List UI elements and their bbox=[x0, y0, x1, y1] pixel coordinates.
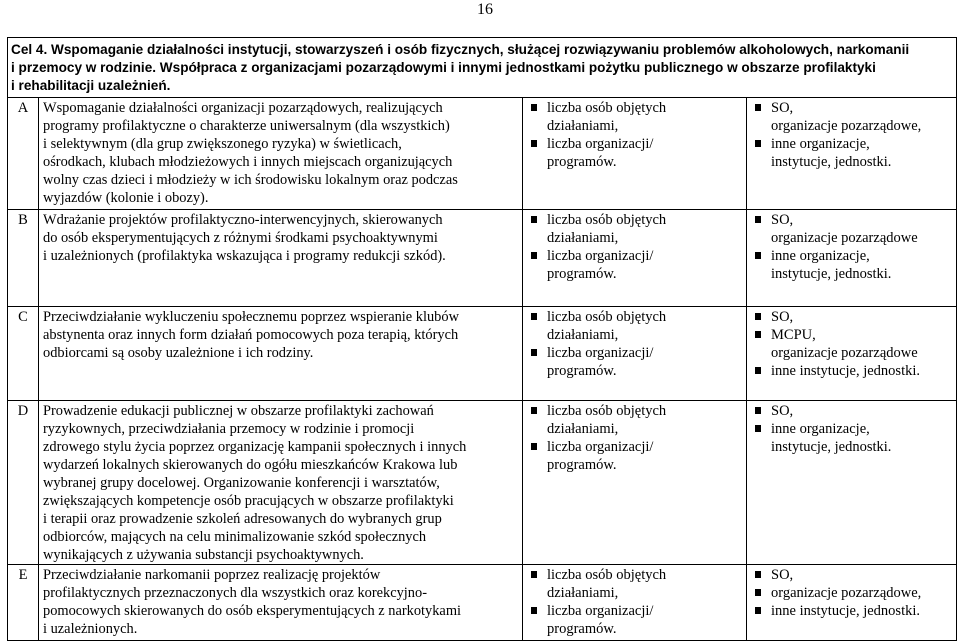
square-bullet-icon bbox=[755, 252, 761, 259]
table-row bbox=[8, 565, 957, 641]
indicator-item bbox=[527, 265, 746, 283]
row-partners bbox=[747, 307, 957, 401]
row-letter: D bbox=[8, 401, 39, 565]
description-line: wybranej grupy docelowej. Organizowanie konferencji i warsztatów, bbox=[43, 475, 440, 491]
row-indicators-list bbox=[527, 308, 746, 380]
indicator-item-text: liczba organizacji/ bbox=[547, 136, 654, 152]
indicator-item bbox=[527, 420, 746, 438]
description-line: zwiększających kompetencje osób pracujących w obszarze profilaktyki bbox=[43, 493, 454, 509]
description-line: abstynenta oraz innych form działań pomocowych poza terapią, których bbox=[43, 327, 459, 343]
partner-item bbox=[751, 117, 956, 135]
indicator-item bbox=[527, 402, 746, 420]
indicator-item-text: liczba organizacji/ bbox=[547, 248, 654, 264]
indicator-item-text: liczba osób objętych bbox=[547, 100, 667, 116]
indicator-item-text: liczba osób objętych bbox=[547, 567, 667, 583]
row-partners bbox=[747, 565, 957, 641]
row-indicators-list bbox=[527, 211, 746, 283]
indicator-item-text: programów. bbox=[547, 266, 617, 282]
indicator-item bbox=[527, 438, 746, 456]
row-letter: E bbox=[8, 565, 39, 641]
square-bullet-icon bbox=[755, 425, 761, 432]
row-partners-list bbox=[751, 99, 956, 171]
description-line: i selektywnym (dla grup zwiększonego ryzyka) w świetlicach, bbox=[43, 136, 402, 152]
indicator-item-text: działaniami, bbox=[547, 230, 619, 246]
partner-item-text: inne organizacje, bbox=[771, 248, 870, 264]
partner-item bbox=[751, 247, 956, 265]
table-row bbox=[8, 401, 957, 565]
square-bullet-icon bbox=[755, 313, 761, 320]
table-row bbox=[8, 98, 957, 210]
indicator-item bbox=[527, 247, 746, 265]
goal-header-line-1: Cel 4. Wspomaganie działalności instytucji, stowarzyszeń i osób fizycznych, służącej rozwiązywaniu problemów alkoholowych, narkomanii bbox=[11, 42, 910, 57]
indicator-item bbox=[527, 308, 746, 326]
goal-table bbox=[7, 37, 957, 641]
indicator-item bbox=[527, 211, 746, 229]
description-line: Wspomaganie działalności organizacji pozarządowych, realizujących bbox=[43, 100, 443, 116]
row-partners-list bbox=[751, 402, 956, 456]
square-bullet-icon bbox=[755, 140, 761, 147]
indicator-item bbox=[527, 602, 746, 620]
goal-header-line-3: i rehabilitacji uzależnień. bbox=[11, 78, 171, 93]
description-line: profilaktycznych przeznaczonych dla wszystkich oraz korekcyjno- bbox=[43, 585, 427, 601]
description-line: Wdrażanie projektów profilaktyczno-interwencyjnych, skierowanych bbox=[43, 212, 443, 228]
description-line: zdrowego stylu życia poprzez organizację kampanii społecznych i innych bbox=[43, 439, 467, 455]
row-letter: B bbox=[8, 210, 39, 307]
description-line: ośrodkach, klubach młodzieżowych i innych miejscach organizujących bbox=[43, 154, 453, 170]
row-indicators-list bbox=[527, 99, 746, 171]
indicator-item bbox=[527, 584, 746, 602]
square-bullet-icon bbox=[531, 607, 537, 614]
square-bullet-icon bbox=[531, 140, 537, 147]
indicator-item bbox=[527, 229, 746, 247]
row-partners bbox=[747, 210, 957, 307]
partner-item bbox=[751, 438, 956, 456]
row-description bbox=[39, 307, 523, 401]
row-description bbox=[39, 565, 523, 641]
description-line: i terapii oraz prowadzenie szkoleń adresowanych do wybranych grup bbox=[43, 511, 442, 527]
square-bullet-icon bbox=[531, 571, 537, 578]
indicator-item bbox=[527, 117, 746, 135]
description-line: ryzykownych, przeciwdziałania przemocy w rodzinie i promocji bbox=[43, 421, 415, 437]
square-bullet-icon bbox=[755, 104, 761, 111]
partner-item bbox=[751, 135, 956, 153]
goal-header bbox=[8, 38, 957, 98]
partner-item-text: SO, bbox=[771, 100, 794, 116]
description-line: programy profilaktyczne o charakterze uniwersalnym (dla wszystkich) bbox=[43, 118, 450, 134]
partner-item-text: organizacje pozarządowe, bbox=[771, 118, 922, 134]
description-line: odbiorcami są osoby uzależnione i ich rodziny. bbox=[43, 345, 314, 361]
indicator-item-text: liczba organizacji/ bbox=[547, 603, 654, 619]
description-line: wyjazdów (kolonie i obozy). bbox=[43, 190, 209, 206]
square-bullet-icon bbox=[531, 313, 537, 320]
row-partners-list bbox=[751, 308, 956, 380]
row-partners-list bbox=[751, 566, 956, 620]
description-line: i uzależnionych. bbox=[43, 621, 138, 637]
description-line: wydarzeń lokalnych skierowanych do ogółu mieszkańców Krakowa lub bbox=[43, 457, 458, 473]
indicator-item bbox=[527, 344, 746, 362]
indicator-item-text: programów. bbox=[547, 363, 617, 379]
row-indicators bbox=[523, 307, 747, 401]
indicator-item-text: liczba osób objętych bbox=[547, 309, 667, 325]
indicator-item-text: programów. bbox=[547, 154, 617, 170]
indicator-item bbox=[527, 326, 746, 344]
description-line: do osób eksperymentujących z różnymi środkami psychoaktywnymi bbox=[43, 230, 438, 246]
indicator-item bbox=[527, 135, 746, 153]
indicator-item-text: programów. bbox=[547, 457, 617, 473]
indicator-item bbox=[527, 362, 746, 380]
square-bullet-icon bbox=[531, 349, 537, 356]
row-indicators-list bbox=[527, 402, 746, 474]
square-bullet-icon bbox=[755, 607, 761, 614]
table-row bbox=[8, 307, 957, 401]
indicator-item-text: programów. bbox=[547, 621, 617, 637]
row-indicators bbox=[523, 210, 747, 307]
page-number: 16 bbox=[477, 1, 493, 18]
row-description bbox=[39, 401, 523, 565]
indicator-item-text: liczba osób objętych bbox=[547, 403, 667, 419]
row-indicators bbox=[523, 565, 747, 641]
partner-item-text: organizacje pozarządowe bbox=[771, 230, 918, 246]
description-line: wolny czas dzieci i młodzieży w ich środowisku lokalnym oraz podczas bbox=[43, 172, 458, 188]
partner-item-text: SO, bbox=[771, 212, 794, 228]
description-line: wynikających z używania substancji psychoaktywnych. bbox=[43, 547, 364, 563]
partner-item-text: instytucje, jednostki. bbox=[771, 266, 892, 282]
partner-item bbox=[751, 344, 956, 362]
partner-item-text: MCPU, bbox=[771, 327, 816, 343]
goal-header-line-2: i przemocy w rodzinie. Współpraca z organizacjami pozarządowymi i innymi jednostkami pożytku publicznego w obszarze profilaktyki bbox=[11, 60, 876, 75]
row-partners bbox=[747, 401, 957, 565]
description-line: Przeciwdziałanie narkomanii poprzez realizację projektów bbox=[43, 567, 381, 583]
row-indicators bbox=[523, 98, 747, 210]
square-bullet-icon bbox=[531, 104, 537, 111]
description-line: odbiorców, mających na celu minimalizowanie szkód społecznych bbox=[43, 529, 427, 545]
square-bullet-icon bbox=[531, 443, 537, 450]
partner-item bbox=[751, 265, 956, 283]
partner-item-text: inne instytucje, jednostki. bbox=[771, 363, 921, 379]
square-bullet-icon bbox=[755, 589, 761, 596]
row-indicators-list bbox=[527, 566, 746, 638]
partner-item bbox=[751, 420, 956, 438]
description-line: Przeciwdziałanie wykluczeniu społecznemu poprzez wspieranie klubów bbox=[43, 309, 459, 325]
partner-item bbox=[751, 153, 956, 171]
square-bullet-icon bbox=[755, 331, 761, 338]
partner-item-text: inne organizacje, bbox=[771, 421, 870, 437]
indicator-item bbox=[527, 99, 746, 117]
indicator-item bbox=[527, 153, 746, 171]
indicator-item-text: działaniami, bbox=[547, 421, 619, 437]
table-row bbox=[8, 210, 957, 307]
square-bullet-icon bbox=[755, 216, 761, 223]
indicator-item-text: liczba osób objętych bbox=[547, 212, 667, 228]
row-indicators bbox=[523, 401, 747, 565]
partner-item-text: instytucje, jednostki. bbox=[771, 154, 892, 170]
indicator-item-text: działaniami, bbox=[547, 585, 619, 601]
partner-item-text: instytucje, jednostki. bbox=[771, 439, 892, 455]
partner-item bbox=[751, 602, 956, 620]
indicator-item-text: liczba organizacji/ bbox=[547, 345, 654, 361]
partner-item-text: SO, bbox=[771, 403, 794, 419]
indicator-item-text: działaniami, bbox=[547, 118, 619, 134]
partner-item bbox=[751, 308, 956, 326]
row-partners-list bbox=[751, 211, 956, 283]
partner-item bbox=[751, 566, 956, 584]
partner-item bbox=[751, 99, 956, 117]
row-partners bbox=[747, 98, 957, 210]
indicator-item-text: liczba organizacji/ bbox=[547, 439, 654, 455]
partner-item-text: SO, bbox=[771, 309, 794, 325]
description-line: pomocowych skierowanych do osób eksperymentujących z narkotykami bbox=[43, 603, 462, 619]
partner-item bbox=[751, 211, 956, 229]
indicator-item bbox=[527, 620, 746, 638]
square-bullet-icon bbox=[531, 216, 537, 223]
goal-table-body bbox=[8, 38, 957, 641]
table-header-row bbox=[8, 38, 957, 98]
description-line: i uzależnionych (profilaktyka wskazująca i programy redukcji szkód). bbox=[43, 248, 446, 264]
row-letter: C bbox=[8, 307, 39, 401]
square-bullet-icon bbox=[755, 571, 761, 578]
partner-item-text: inne instytucje, jednostki. bbox=[771, 603, 921, 619]
partner-item bbox=[751, 326, 956, 344]
square-bullet-icon bbox=[531, 407, 537, 414]
partner-item-text: organizacje pozarządowe, bbox=[771, 585, 922, 601]
partner-item bbox=[751, 402, 956, 420]
indicator-item bbox=[527, 456, 746, 474]
partner-item-text: inne organizacje, bbox=[771, 136, 870, 152]
partner-item bbox=[751, 584, 956, 602]
indicator-item-text: działaniami, bbox=[547, 327, 619, 343]
partner-item-text: SO, bbox=[771, 567, 794, 583]
indicator-item bbox=[527, 566, 746, 584]
partner-item-text: organizacje pozarządowe bbox=[771, 345, 918, 361]
square-bullet-icon bbox=[531, 252, 537, 259]
row-description bbox=[39, 210, 523, 307]
row-description bbox=[39, 98, 523, 210]
partner-item bbox=[751, 229, 956, 247]
description-line: Prowadzenie edukacji publicznej w obszarze profilaktyki zachowań bbox=[43, 403, 434, 419]
square-bullet-icon bbox=[755, 407, 761, 414]
square-bullet-icon bbox=[755, 367, 761, 374]
partner-item bbox=[751, 362, 956, 380]
row-letter: A bbox=[8, 98, 39, 210]
